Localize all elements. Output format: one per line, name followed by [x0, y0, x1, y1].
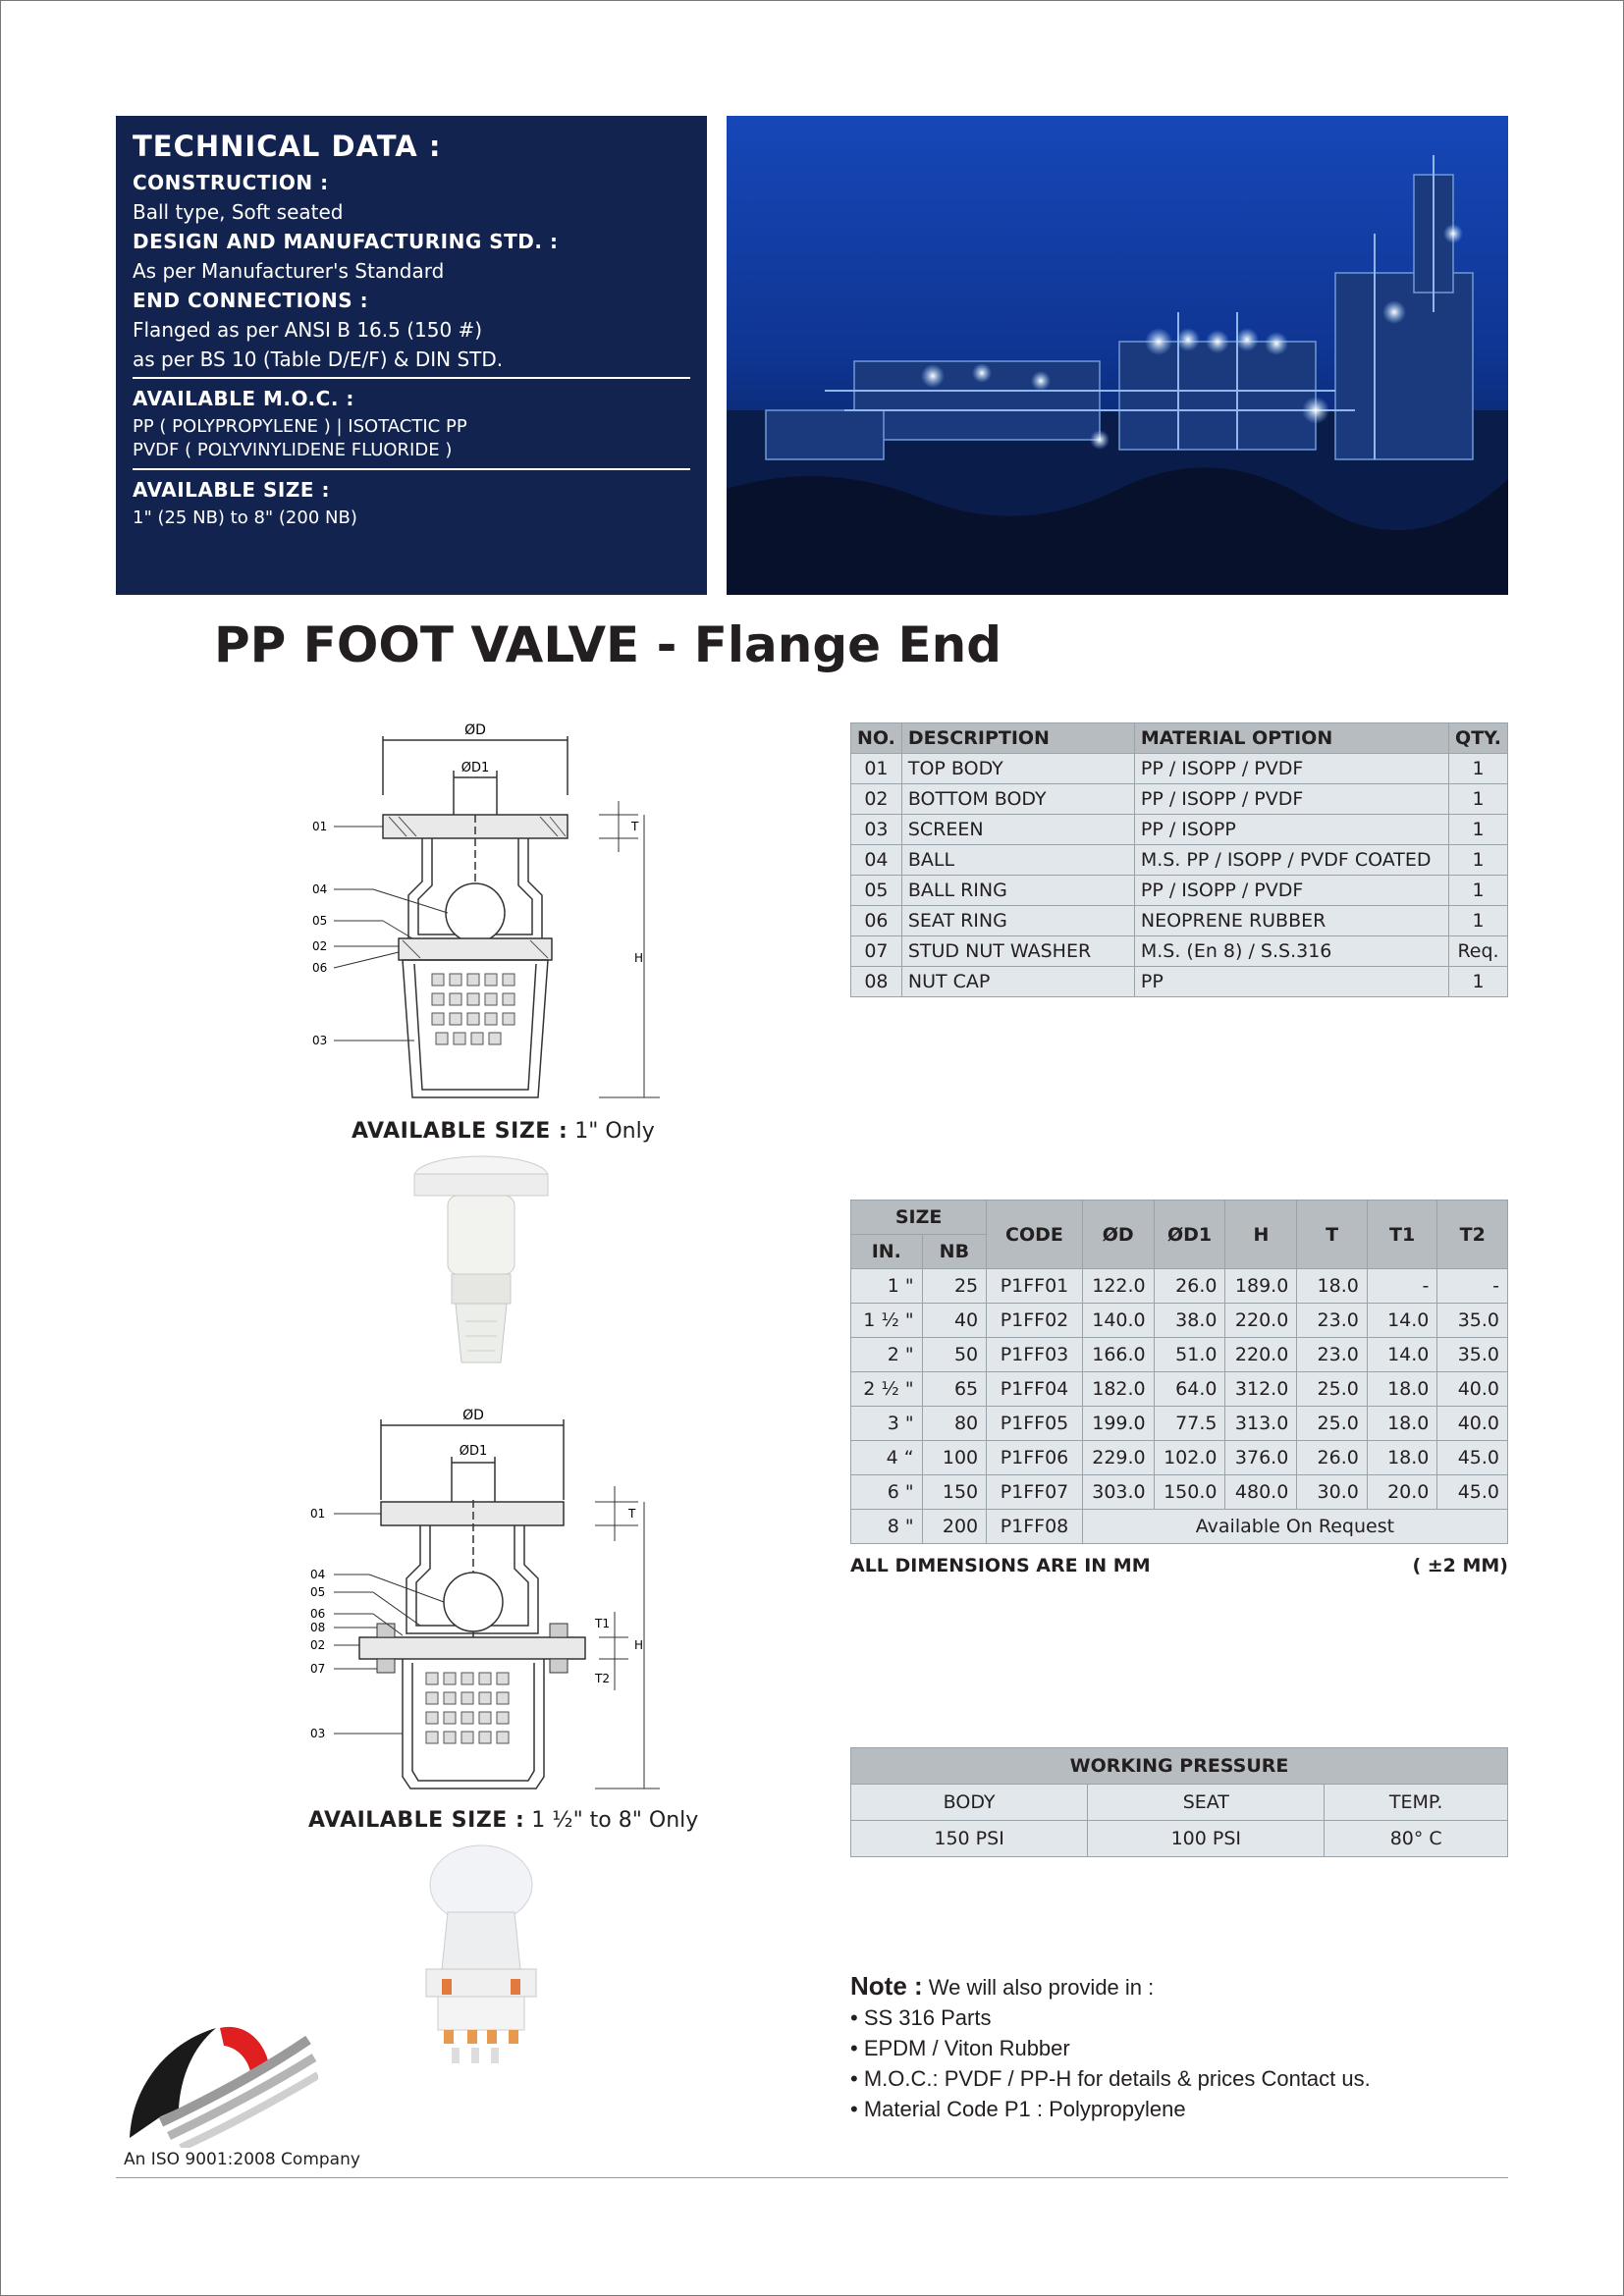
cell-t1: - [1367, 1269, 1437, 1304]
cell-t2: 45.0 [1437, 1441, 1508, 1475]
note-heading: Note : [850, 1971, 923, 2001]
wp-title-row [851, 1748, 1508, 1785]
dim-t1-label: T1 [595, 1617, 610, 1630]
technical-heading: TECHNICAL DATA : [133, 130, 442, 163]
cell-qty: Req. [1449, 936, 1508, 967]
available-size-label: AVAILABLE SIZE : [308, 1808, 525, 1833]
cell-material: NEOPRENE RUBBER [1134, 906, 1448, 936]
moc-value-1: PP ( POLYPROPYLENE ) | ISOTACTIC PP [133, 416, 467, 437]
callout-label: 03 [312, 1034, 328, 1047]
dim-h-label: H [634, 1638, 644, 1652]
size-value: 1" (25 NB) to 8" (200 NB) [133, 507, 357, 528]
dims-header-row [851, 1201, 1508, 1235]
cell-material: M.S. PP / ISOPP / PVDF COATED [1134, 845, 1448, 876]
cell-no: 05 [851, 876, 902, 906]
col-h-header: H [1225, 1201, 1297, 1269]
col-no-header: NO. [851, 723, 902, 754]
col-code-header: CODE [987, 1201, 1083, 1269]
callout-label: 01 [310, 1507, 326, 1521]
moc-label: AVAILABLE M.O.C. : [133, 387, 354, 410]
cell-t1: 20.0 [1367, 1475, 1437, 1510]
end-connections-value-1: Flanged as per ANSI B 16.5 (150 #) [133, 318, 483, 342]
cell-h: 312.0 [1225, 1372, 1297, 1407]
iso-company-text: An ISO 9001:2008 Company [124, 2150, 360, 2169]
size-label: AVAILABLE SIZE : [133, 478, 330, 502]
col-od1-header: ØD1 [1154, 1201, 1225, 1269]
cell-in: 1 " [851, 1269, 923, 1304]
callout-label: 07 [310, 1662, 326, 1676]
cell-h: 480.0 [1225, 1475, 1297, 1510]
cell-od1: 51.0 [1154, 1338, 1225, 1372]
cell-code: P1FF06 [987, 1441, 1083, 1475]
footer-divider [116, 2177, 1508, 2178]
list-item: • M.O.C.: PVDF / PP-H for details & prices Contact us. [850, 2066, 1371, 2091]
cell-h: 220.0 [1225, 1338, 1297, 1372]
callout-label: 02 [312, 939, 328, 953]
cell-no: 02 [851, 784, 902, 815]
cell-code: P1FF05 [987, 1407, 1083, 1441]
design-value: As per Manufacturer's Standard [133, 259, 445, 283]
dimensions-footnote [850, 1555, 1508, 1576]
cell-in: 6 " [851, 1475, 923, 1510]
cell-in: 4 “ [851, 1441, 923, 1475]
cell-description: BALL RING [901, 876, 1134, 906]
cell-t2: 35.0 [1437, 1338, 1508, 1372]
callout-label: 05 [312, 914, 328, 928]
cell-in: 1 ½ " [851, 1304, 923, 1338]
callout-label: 02 [310, 1638, 326, 1652]
table-row [851, 1510, 1508, 1544]
design-label: DESIGN AND MANUFACTURING STD. : [133, 230, 559, 253]
cell-h: 313.0 [1225, 1407, 1297, 1441]
cell-t: 23.0 [1297, 1304, 1368, 1338]
callout-label: 05 [310, 1585, 326, 1599]
table-row [851, 784, 1508, 815]
table-row [851, 876, 1508, 906]
cell-description: BALL [901, 845, 1134, 876]
cell-description: TOP BODY [901, 754, 1134, 784]
callout-label: 04 [310, 1568, 326, 1581]
callout-label: 06 [312, 961, 328, 975]
cell-qty: 1 [1449, 754, 1508, 784]
dim-t-label: T [628, 1507, 636, 1521]
cell-qty: 1 [1449, 967, 1508, 997]
end-connections-label: END CONNECTIONS : [133, 289, 369, 312]
cell-in: 2 " [851, 1338, 923, 1372]
cell-body-value: 150 PSI [851, 1821, 1088, 1857]
available-size-2 [308, 1808, 698, 1833]
cell-od1: 38.0 [1154, 1304, 1225, 1338]
cell-od1: 64.0 [1154, 1372, 1225, 1407]
construction-value: Ball type, Soft seated [133, 200, 344, 224]
dim-od1-label: ØD1 [460, 761, 490, 775]
cell-h: 189.0 [1225, 1269, 1297, 1304]
available-size-value: 1" Only [568, 1119, 655, 1144]
cell-t2: 40.0 [1437, 1407, 1508, 1441]
col-od-header: ØD [1082, 1201, 1154, 1269]
table-row [851, 906, 1508, 936]
available-size-value: 1 ½" to 8" Only [524, 1808, 699, 1833]
cell-material: M.S. (En 8) / S.S.316 [1134, 936, 1448, 967]
cell-qty: 1 [1449, 815, 1508, 845]
working-pressure-title: WORKING PRESSURE [851, 1748, 1508, 1785]
technical-data-panel [116, 116, 707, 595]
dimensions-table [850, 1200, 1508, 1544]
cell-nb: 65 [922, 1372, 987, 1407]
table-row [851, 1821, 1508, 1857]
cell-material: PP / ISOPP / PVDF [1134, 876, 1448, 906]
cell-code: P1FF03 [987, 1338, 1083, 1372]
cell-qty: 1 [1449, 845, 1508, 876]
cell-t1: 14.0 [1367, 1304, 1437, 1338]
col-qty-header: QTY. [1449, 723, 1508, 754]
cell-od: 122.0 [1082, 1269, 1154, 1304]
cell-in: 2 ½ " [851, 1372, 923, 1407]
dimensions-unit-note: ALL DIMENSIONS ARE IN MM [850, 1555, 1151, 1576]
cell-nb: 50 [922, 1338, 987, 1372]
cell-temp-label: TEMP. [1325, 1785, 1508, 1821]
cell-od: 229.0 [1082, 1441, 1154, 1475]
cell-nb: 80 [922, 1407, 987, 1441]
dim-h-label: H [634, 951, 644, 965]
dim-od-label: ØD [462, 1408, 484, 1423]
tolerance-note: ( ±2 MM) [1412, 1555, 1508, 1576]
cell-h: 376.0 [1225, 1441, 1297, 1475]
table-row [851, 1407, 1508, 1441]
cell-t: 18.0 [1297, 1269, 1368, 1304]
cell-description: NUT CAP [901, 967, 1134, 997]
table-row [851, 967, 1508, 997]
cell-od1: 150.0 [1154, 1475, 1225, 1510]
dim-od-label: ØD [464, 722, 486, 738]
table-row [851, 1338, 1508, 1372]
cell-no: 04 [851, 845, 902, 876]
end-connections-value-2: as per BS 10 (Table D/E/F) & DIN STD. [133, 347, 504, 371]
table-row [851, 1441, 1508, 1475]
callout-label: 06 [310, 1607, 326, 1621]
table-row [851, 1304, 1508, 1338]
available-size-label: AVAILABLE SIZE : [352, 1119, 568, 1144]
cell-description: BOTTOM BODY [901, 784, 1134, 815]
callout-label: 04 [312, 882, 328, 896]
cell-description: SEAT RING [901, 906, 1134, 936]
list-item: • Material Code P1 : Polypropylene [850, 2097, 1186, 2121]
cell-nb: 150 [922, 1475, 987, 1510]
col-t-header: T [1297, 1201, 1368, 1269]
cell-od: 199.0 [1082, 1407, 1154, 1441]
valve-drawing-1in [304, 717, 677, 1109]
cell-qty: 1 [1449, 784, 1508, 815]
col-t2-header: T2 [1437, 1201, 1508, 1269]
valve-photo-1in [412, 1154, 550, 1376]
cell-t2: - [1437, 1269, 1508, 1304]
cell-code: P1FF01 [987, 1269, 1083, 1304]
cell-t: 25.0 [1297, 1407, 1368, 1441]
cell-no: 06 [851, 906, 902, 936]
plant-night-photo [727, 116, 1508, 595]
parts-header-row [851, 723, 1508, 754]
col-description-header: DESCRIPTION [901, 723, 1134, 754]
page-title: PP FOOT VALVE - Flange End [213, 616, 1002, 673]
cell-t2: 40.0 [1437, 1372, 1508, 1407]
cell-in: 3 " [851, 1407, 923, 1441]
cell-seat-value: 100 PSI [1088, 1821, 1325, 1857]
note-block [850, 1971, 1371, 2124]
cell-t: 23.0 [1297, 1338, 1368, 1372]
callout-label: 01 [312, 820, 328, 833]
col-material-header: MATERIAL OPTION [1134, 723, 1448, 754]
list-item: • EPDM / Viton Rubber [850, 2036, 1070, 2060]
dim-t2-label: T2 [595, 1672, 610, 1685]
cell-nb: 200 [922, 1510, 987, 1544]
valve-drawing-large [304, 1406, 677, 1798]
cell-code: P1FF02 [987, 1304, 1083, 1338]
cell-od: 303.0 [1082, 1475, 1154, 1510]
col-t1-header: T1 [1367, 1201, 1437, 1269]
valve-photo-large [412, 1843, 550, 2069]
cell-t1: 18.0 [1367, 1407, 1437, 1441]
cell-in: 8 " [851, 1510, 923, 1544]
cell-t: 25.0 [1297, 1372, 1368, 1407]
cell-body-label: BODY [851, 1785, 1088, 1821]
cell-od: 140.0 [1082, 1304, 1154, 1338]
table-row [851, 1475, 1508, 1510]
dim-t-label: T [631, 820, 639, 833]
table-row [851, 1269, 1508, 1304]
cell-qty: 1 [1449, 876, 1508, 906]
cell-description: SCREEN [901, 815, 1134, 845]
table-row [851, 815, 1508, 845]
cell-no: 08 [851, 967, 902, 997]
moc-value-2: PVDF ( POLYVINYLIDENE FLUORIDE ) [133, 440, 453, 460]
dim-od1-label: ØD1 [459, 1444, 488, 1459]
cell-no: 03 [851, 815, 902, 845]
available-size-1 [352, 1119, 655, 1144]
cell-od: 166.0 [1082, 1338, 1154, 1372]
col-size-header: SIZE [851, 1201, 987, 1235]
cell-seat-label: SEAT [1088, 1785, 1325, 1821]
cell-material: PP [1134, 967, 1448, 997]
callout-label: 03 [310, 1727, 326, 1740]
cell-t: 26.0 [1297, 1441, 1368, 1475]
cell-code: P1FF04 [987, 1372, 1083, 1407]
cell-code: P1FF08 [987, 1510, 1083, 1544]
cell-t2: 45.0 [1437, 1475, 1508, 1510]
cell-nb: 25 [922, 1269, 987, 1304]
table-row [851, 845, 1508, 876]
table-row [851, 754, 1508, 784]
note-intro: We will also provide in : [922, 1975, 1155, 2000]
cell-h: 220.0 [1225, 1304, 1297, 1338]
cell-material: PP / ISOPP / PVDF [1134, 784, 1448, 815]
cell-qty: 1 [1449, 906, 1508, 936]
cell-available-on-request: Available On Request [1082, 1510, 1507, 1544]
cell-od1: 26.0 [1154, 1269, 1225, 1304]
parts-table [850, 722, 1508, 997]
cell-temp-value: 80° C [1325, 1821, 1508, 1857]
company-logo [122, 2014, 318, 2148]
cell-description: STUD NUT WASHER [901, 936, 1134, 967]
cell-t: 30.0 [1297, 1475, 1368, 1510]
divider [133, 468, 690, 470]
list-item: • SS 316 Parts [850, 2005, 992, 2030]
table-row [851, 1372, 1508, 1407]
cell-od1: 77.5 [1154, 1407, 1225, 1441]
cell-code: P1FF07 [987, 1475, 1083, 1510]
table-row [851, 936, 1508, 967]
cell-t1: 14.0 [1367, 1338, 1437, 1372]
cell-od1: 102.0 [1154, 1441, 1225, 1475]
col-nb-header: NB [922, 1235, 987, 1269]
callout-label: 08 [310, 1621, 326, 1634]
cell-no: 01 [851, 754, 902, 784]
cell-od: 182.0 [1082, 1372, 1154, 1407]
cell-nb: 100 [922, 1441, 987, 1475]
cell-material: PP / ISOPP [1134, 815, 1448, 845]
table-row [851, 1785, 1508, 1821]
working-pressure-table [850, 1747, 1508, 1857]
col-in-header: IN. [851, 1235, 923, 1269]
divider [133, 377, 690, 379]
cell-nb: 40 [922, 1304, 987, 1338]
cell-t2: 35.0 [1437, 1304, 1508, 1338]
cell-no: 07 [851, 936, 902, 967]
cell-t1: 18.0 [1367, 1372, 1437, 1407]
cell-material: PP / ISOPP / PVDF [1134, 754, 1448, 784]
construction-label: CONSTRUCTION : [133, 171, 329, 194]
cell-t1: 18.0 [1367, 1441, 1437, 1475]
